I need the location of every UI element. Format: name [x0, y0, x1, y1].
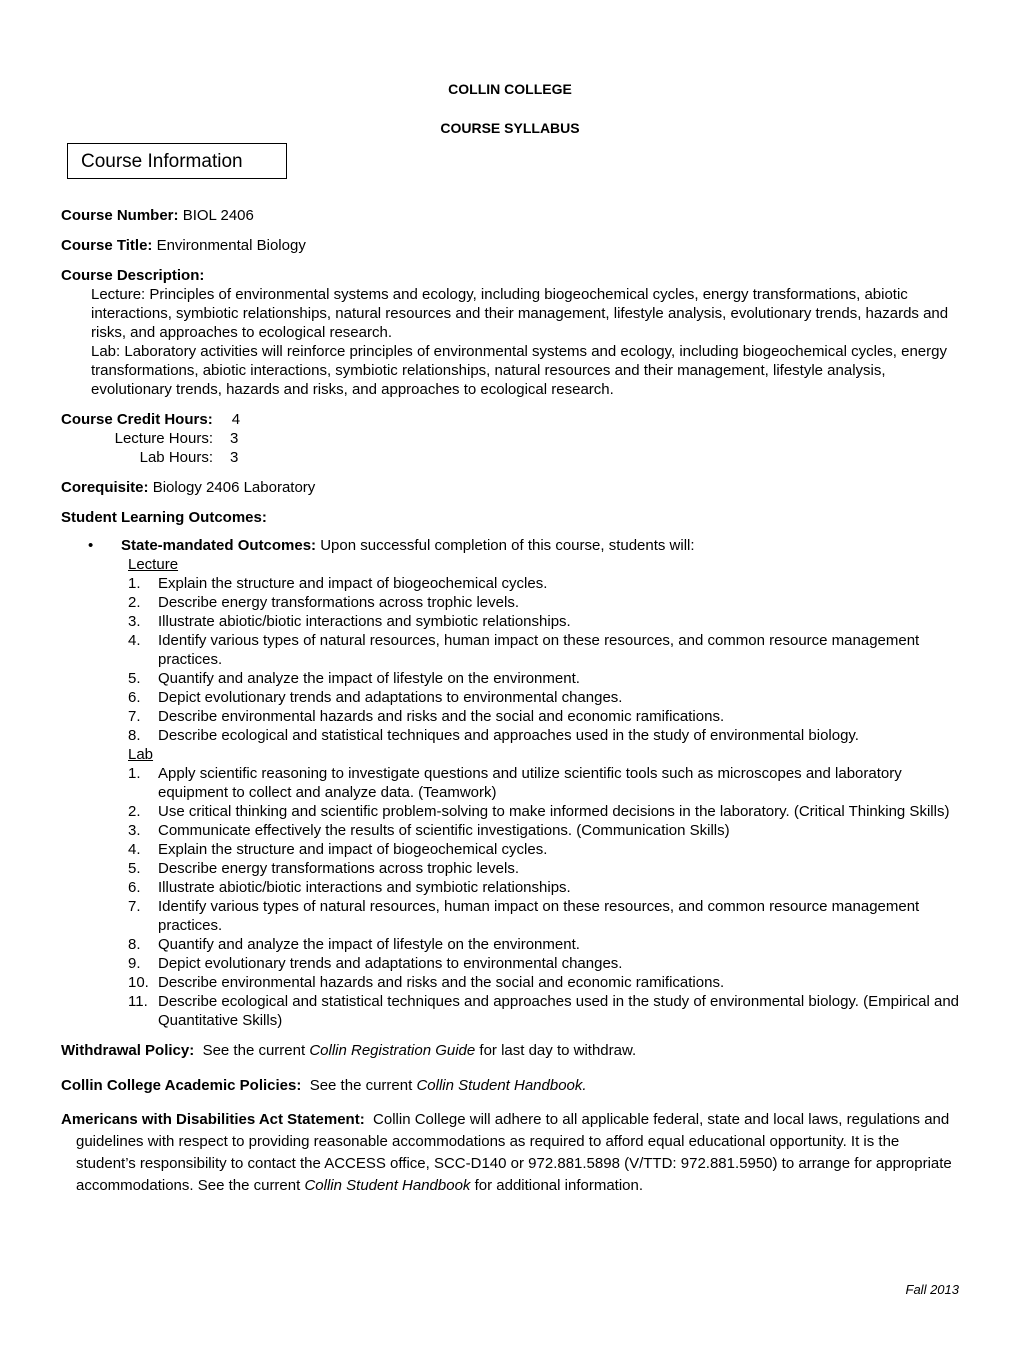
- list-item-number: 7.: [128, 708, 141, 725]
- lecture-description: Lecture: Principles of environmental systems and ecology, including biogeochemical cycles, energy transformations, abiotic interactions, symbiotic relationships, natural resources and their management, lifestyle analysis, evolutionary trends, hazards and risks, and approaches to ecological research.: [91, 286, 949, 341]
- list-item-text: Describe energy transformations across trophic levels.: [158, 860, 519, 877]
- list-item-text: Describe ecological and statistical techniques and approaches used in the study of environmental biology. (Empirical and Quantitative Skills): [158, 993, 960, 1029]
- list-item: [128, 992, 961, 1030]
- credit-hours: [61, 410, 961, 467]
- list-item-number: 6.: [128, 879, 141, 896]
- list-item-number: 6.: [128, 689, 141, 706]
- list-item-number: 2.: [128, 594, 141, 611]
- list-item: [128, 726, 961, 745]
- list-item-text: Describe ecological and statistical techniques and approaches used in the study of environmental biology.: [158, 727, 859, 744]
- withdrawal-policy-post: for last day to withdraw.: [479, 1042, 637, 1059]
- section-box-course-information: Course Information: [67, 143, 287, 179]
- lab-outcomes-heading: Lab: [128, 746, 154, 763]
- list-item: [128, 821, 961, 840]
- lecture-outcomes-heading: Lecture: [128, 556, 179, 573]
- list-item: [128, 574, 961, 593]
- list-item-number: 8.: [128, 936, 141, 953]
- list-item-text: Depict evolutionary trends and adaptations to environmental changes.: [158, 955, 623, 972]
- course-title-value: Environmental Biology: [156, 237, 306, 254]
- list-item-text: Communicate effectively the results of scientific investigations. (Communication Skills): [158, 822, 730, 839]
- list-item-number: 2.: [128, 803, 141, 820]
- list-item: [128, 935, 961, 954]
- list-item-text: Identify various types of natural resources, human impact on these resources, and common resource management practices.: [158, 898, 920, 934]
- list-item: [128, 859, 961, 878]
- list-item: [128, 707, 961, 726]
- academic-policies: [61, 1076, 961, 1095]
- academic-policies-label: Collin College Academic Policies:: [61, 1077, 302, 1094]
- list-item: [128, 631, 961, 669]
- lecture-hours-label: Lecture Hours:: [114, 430, 213, 447]
- learning-outcomes-heading: Student Learning Outcomes:: [61, 509, 267, 526]
- course-number-label: Course Number:: [61, 207, 179, 224]
- list-item-number: 10.: [128, 974, 149, 991]
- ada-post: for additional information.: [474, 1177, 644, 1194]
- list-item: [128, 802, 961, 821]
- outcomes-list: [61, 555, 961, 1030]
- list-item-number: 7.: [128, 898, 141, 915]
- list-item-number: 1.: [128, 575, 141, 592]
- state-mandated-label: State-mandated Outcomes:: [121, 537, 317, 554]
- list-item-text: Explain the structure and impact of biogeochemical cycles.: [158, 575, 548, 592]
- list-item-text: Illustrate abiotic/biotic interactions and symbiotic relationships.: [158, 879, 571, 896]
- corequisite-value: Biology 2406 Laboratory: [152, 479, 316, 496]
- list-item-text: Identify various types of natural resources, human impact on these resources, and common resource management practices.: [158, 632, 920, 668]
- list-item-number: 1.: [128, 765, 141, 782]
- withdrawal-policy-label: Withdrawal Policy:: [61, 1042, 195, 1059]
- course-description: [61, 285, 961, 399]
- list-item-text: Apply scientific reasoning to investigate questions and utilize scientific tools such as microscopes and laboratory equipment to collect and analyze data. (Teamwork): [158, 765, 902, 801]
- course-number-row: [61, 206, 961, 225]
- list-item: [128, 840, 961, 859]
- list-item: [128, 954, 961, 973]
- list-item: [128, 878, 961, 897]
- list-item-text: Quantify and analyze the impact of lifestyle on the environment.: [158, 670, 580, 687]
- credit-hours-label: Course Credit Hours:: [61, 411, 213, 428]
- ada-text: Collin College will adhere to all applicable federal, state and local laws, regulations and guidelines with respect to providing reasonable accommodations as required to afford equal educational opportunity. It is the student’s responsibility to contact the ACCESS office, SCC-D140 or 972.881.5898 (V/TTD: 972.881.5950) to arrange for appropriate accommodations. See the current: [76, 1111, 952, 1194]
- list-item-number: 8.: [128, 727, 141, 744]
- corequisite-row: [61, 478, 961, 497]
- list-item-text: Depict evolutionary trends and adaptations to environmental changes.: [158, 689, 623, 706]
- state-mandated-outcomes: [61, 536, 961, 555]
- ada-handbook-ref: Collin Student Handbook: [304, 1177, 471, 1194]
- list-item-number: 3.: [128, 822, 141, 839]
- list-item-text: Describe environmental hazards and risks and the social and economic ramifications.: [158, 974, 725, 991]
- state-mandated-text: Upon successful completion of this course, students will:: [320, 537, 695, 554]
- lab-hours-value: 3: [230, 449, 239, 466]
- academic-policies-pre: See the current: [309, 1077, 413, 1094]
- list-item-number: 9.: [128, 955, 141, 972]
- credit-hours-value: 4: [231, 411, 241, 428]
- list-item: [128, 688, 961, 707]
- institution-name: COLLIN COLLEGE: [448, 81, 572, 97]
- list-item-number: 11.: [128, 993, 148, 1010]
- withdrawal-policy: [61, 1041, 961, 1060]
- list-item-number: 4.: [128, 841, 141, 858]
- course-title-label: Course Title:: [61, 237, 153, 254]
- list-item: [128, 897, 961, 935]
- list-item-text: Use critical thinking and scientific problem-solving to make informed decisions in the laboratory. (Critical Thinking Skills): [158, 803, 950, 820]
- footer-term: Fall 2013: [905, 1282, 959, 1297]
- lecture-outcomes: [128, 574, 961, 745]
- registration-guide-ref: Collin Registration Guide: [309, 1042, 476, 1059]
- list-item: [128, 973, 961, 992]
- course-number-value: BIOL 2406: [182, 207, 254, 224]
- list-item-text: Illustrate abiotic/biotic interactions and symbiotic relationships.: [158, 613, 571, 630]
- ada-label: Americans with Disabilities Act Statement:: [61, 1111, 365, 1128]
- lecture-hours-value: 3: [230, 430, 239, 447]
- list-item: [128, 764, 961, 802]
- list-item-text: Describe environmental hazards and risks and the social and economic ramifications.: [158, 708, 725, 725]
- withdrawal-policy-pre: See the current: [202, 1042, 306, 1059]
- ada-statement: [61, 1109, 961, 1197]
- course-title-row: [61, 236, 961, 255]
- list-item-text: Describe energy transformations across trophic levels.: [158, 594, 519, 611]
- list-item-number: 4.: [128, 632, 141, 649]
- list-item-number: 5.: [128, 860, 141, 877]
- list-item-text: Quantify and analyze the impact of lifestyle on the environment.: [158, 936, 580, 953]
- lab-description: Lab: Laboratory activities will reinforce principles of environmental systems and ecology, including biogeochemical cycles, energy transformations, abiotic interactions, symbiotic relationships, natural resources and their management, lifestyle analysis, evolutionary trends, hazards and risks, and approaches to ecological research.: [91, 343, 947, 398]
- list-item-number: 3.: [128, 613, 141, 630]
- lab-hours-label: Lab Hours:: [139, 449, 213, 466]
- list-item: [128, 669, 961, 688]
- syllabus-body: [61, 206, 961, 1197]
- student-handbook-ref: Collin Student Handbook.: [416, 1077, 587, 1094]
- course-description-label: Course Description:: [61, 267, 205, 284]
- document-title: COURSE SYLLABUS: [440, 120, 580, 136]
- corequisite-label: Corequisite:: [61, 479, 149, 496]
- lab-outcomes: [128, 764, 961, 1030]
- list-item: [128, 612, 961, 631]
- list-item: [128, 593, 961, 612]
- list-item-text: Explain the structure and impact of biogeochemical cycles.: [158, 841, 548, 858]
- bullet-icon: •: [88, 537, 94, 554]
- list-item-number: 5.: [128, 670, 141, 687]
